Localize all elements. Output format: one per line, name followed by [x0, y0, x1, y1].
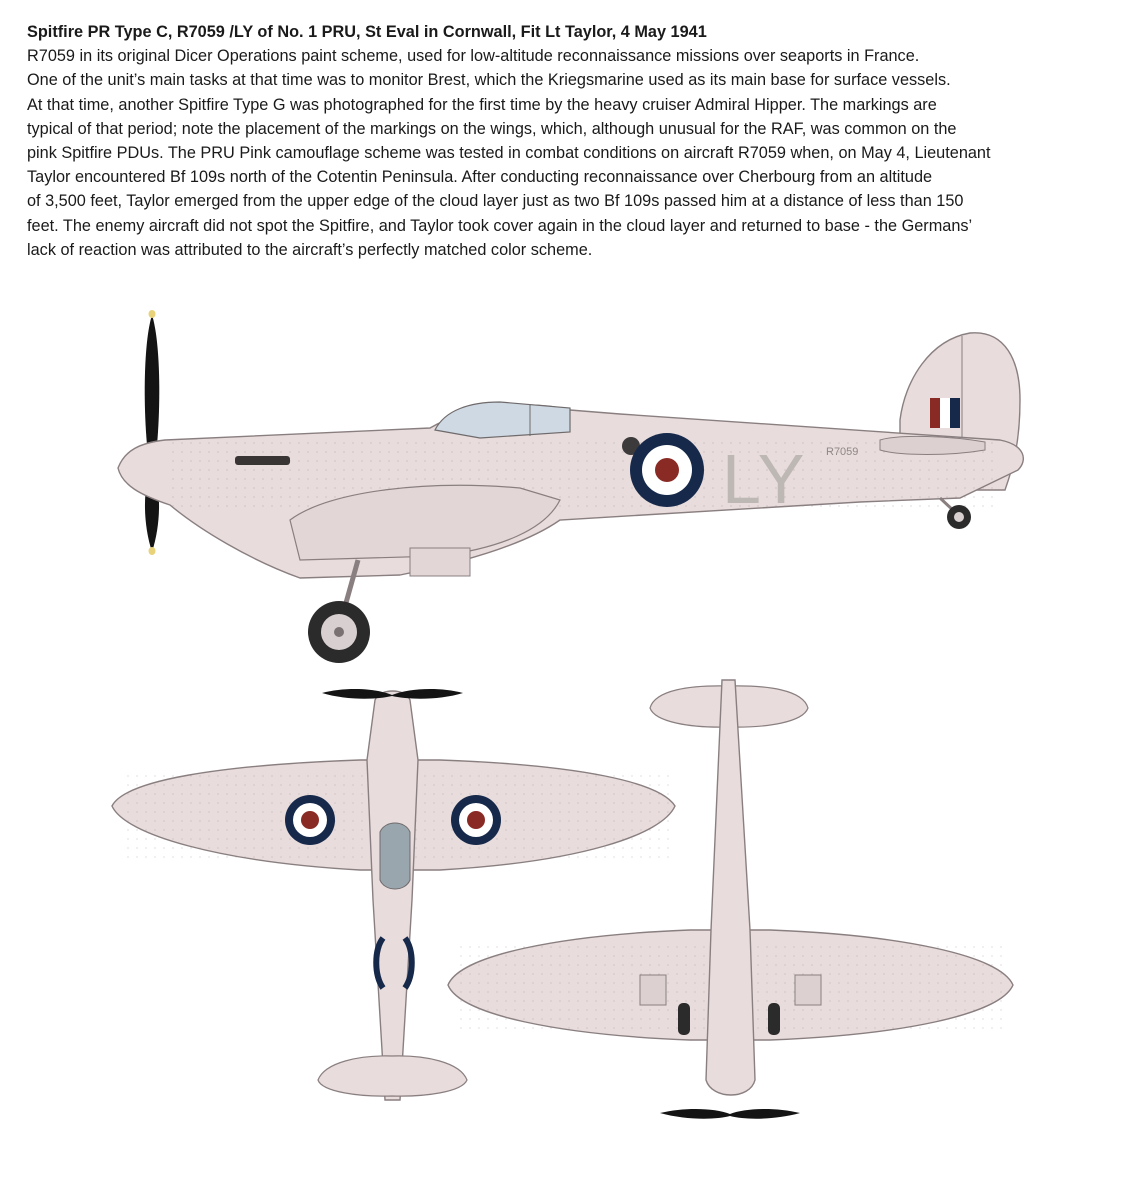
caption-line: One of the unit’s main tasks at that time was to monitor Brest, which the Kriegsmarine used as its main base for surface vessels.	[27, 71, 951, 90]
fin-flash	[930, 398, 960, 428]
side-view-profile	[118, 310, 1023, 663]
caption-line: of 3,500 feet, Taylor emerged from the upper edge of the cloud layer just as two Bf 109s passed him at a distance of less than 150	[27, 192, 964, 211]
caption-line: At that time, another Spitfire Type G was photographed for the first time by the heavy cruiser Admiral Hipper. The markings are	[27, 95, 937, 114]
serial-number: R7059	[826, 446, 859, 458]
lower-fuselage	[706, 680, 755, 1095]
upper-tailplane	[318, 1056, 467, 1096]
caption-line: typical of that period; note the placement of the markings on the wings, which, although unusual for the RAF, was common on the	[27, 119, 957, 138]
caption-line: pink Spitfire PDUs. The PRU Pink camouflage scheme was tested in combat conditions on aircraft R7059 when, on May 4, Lieutenant	[27, 144, 991, 163]
top-view-plan	[112, 689, 675, 1100]
code-letters: LY	[722, 440, 807, 518]
canopy	[435, 402, 570, 438]
caption-line: lack of reaction was attributed to the aircraft’s perfectly matched color scheme.	[27, 240, 593, 259]
fuselage-roundel	[630, 433, 704, 507]
wing-roundel-right	[451, 795, 501, 845]
propeller	[145, 310, 160, 555]
upper-fuselage	[367, 691, 418, 1100]
caption-title: Spitfire PR Type C, R7059 /LY of No. 1 PRU, St Eval in Cornwall, Fit Lt Taylor, 4 May 1941	[27, 23, 707, 41]
wing-roundel-left	[285, 795, 335, 845]
caption-line: feet. The enemy aircraft did not spot the Spitfire, and Taylor took cover again in the cloud layer and returned to base - the Germans’	[27, 216, 973, 235]
caption-line: Taylor encountered Bf 109s north of the Cotentin Peninsula. After conducting reconnaissance over Cherbourg from an altitude	[27, 168, 933, 187]
underside-view-plan	[448, 680, 1013, 1119]
caption-line: R7059 in its original Dicer Operations paint scheme, used for low-altitude reconnaissance missions over seaports in France.	[27, 47, 920, 66]
